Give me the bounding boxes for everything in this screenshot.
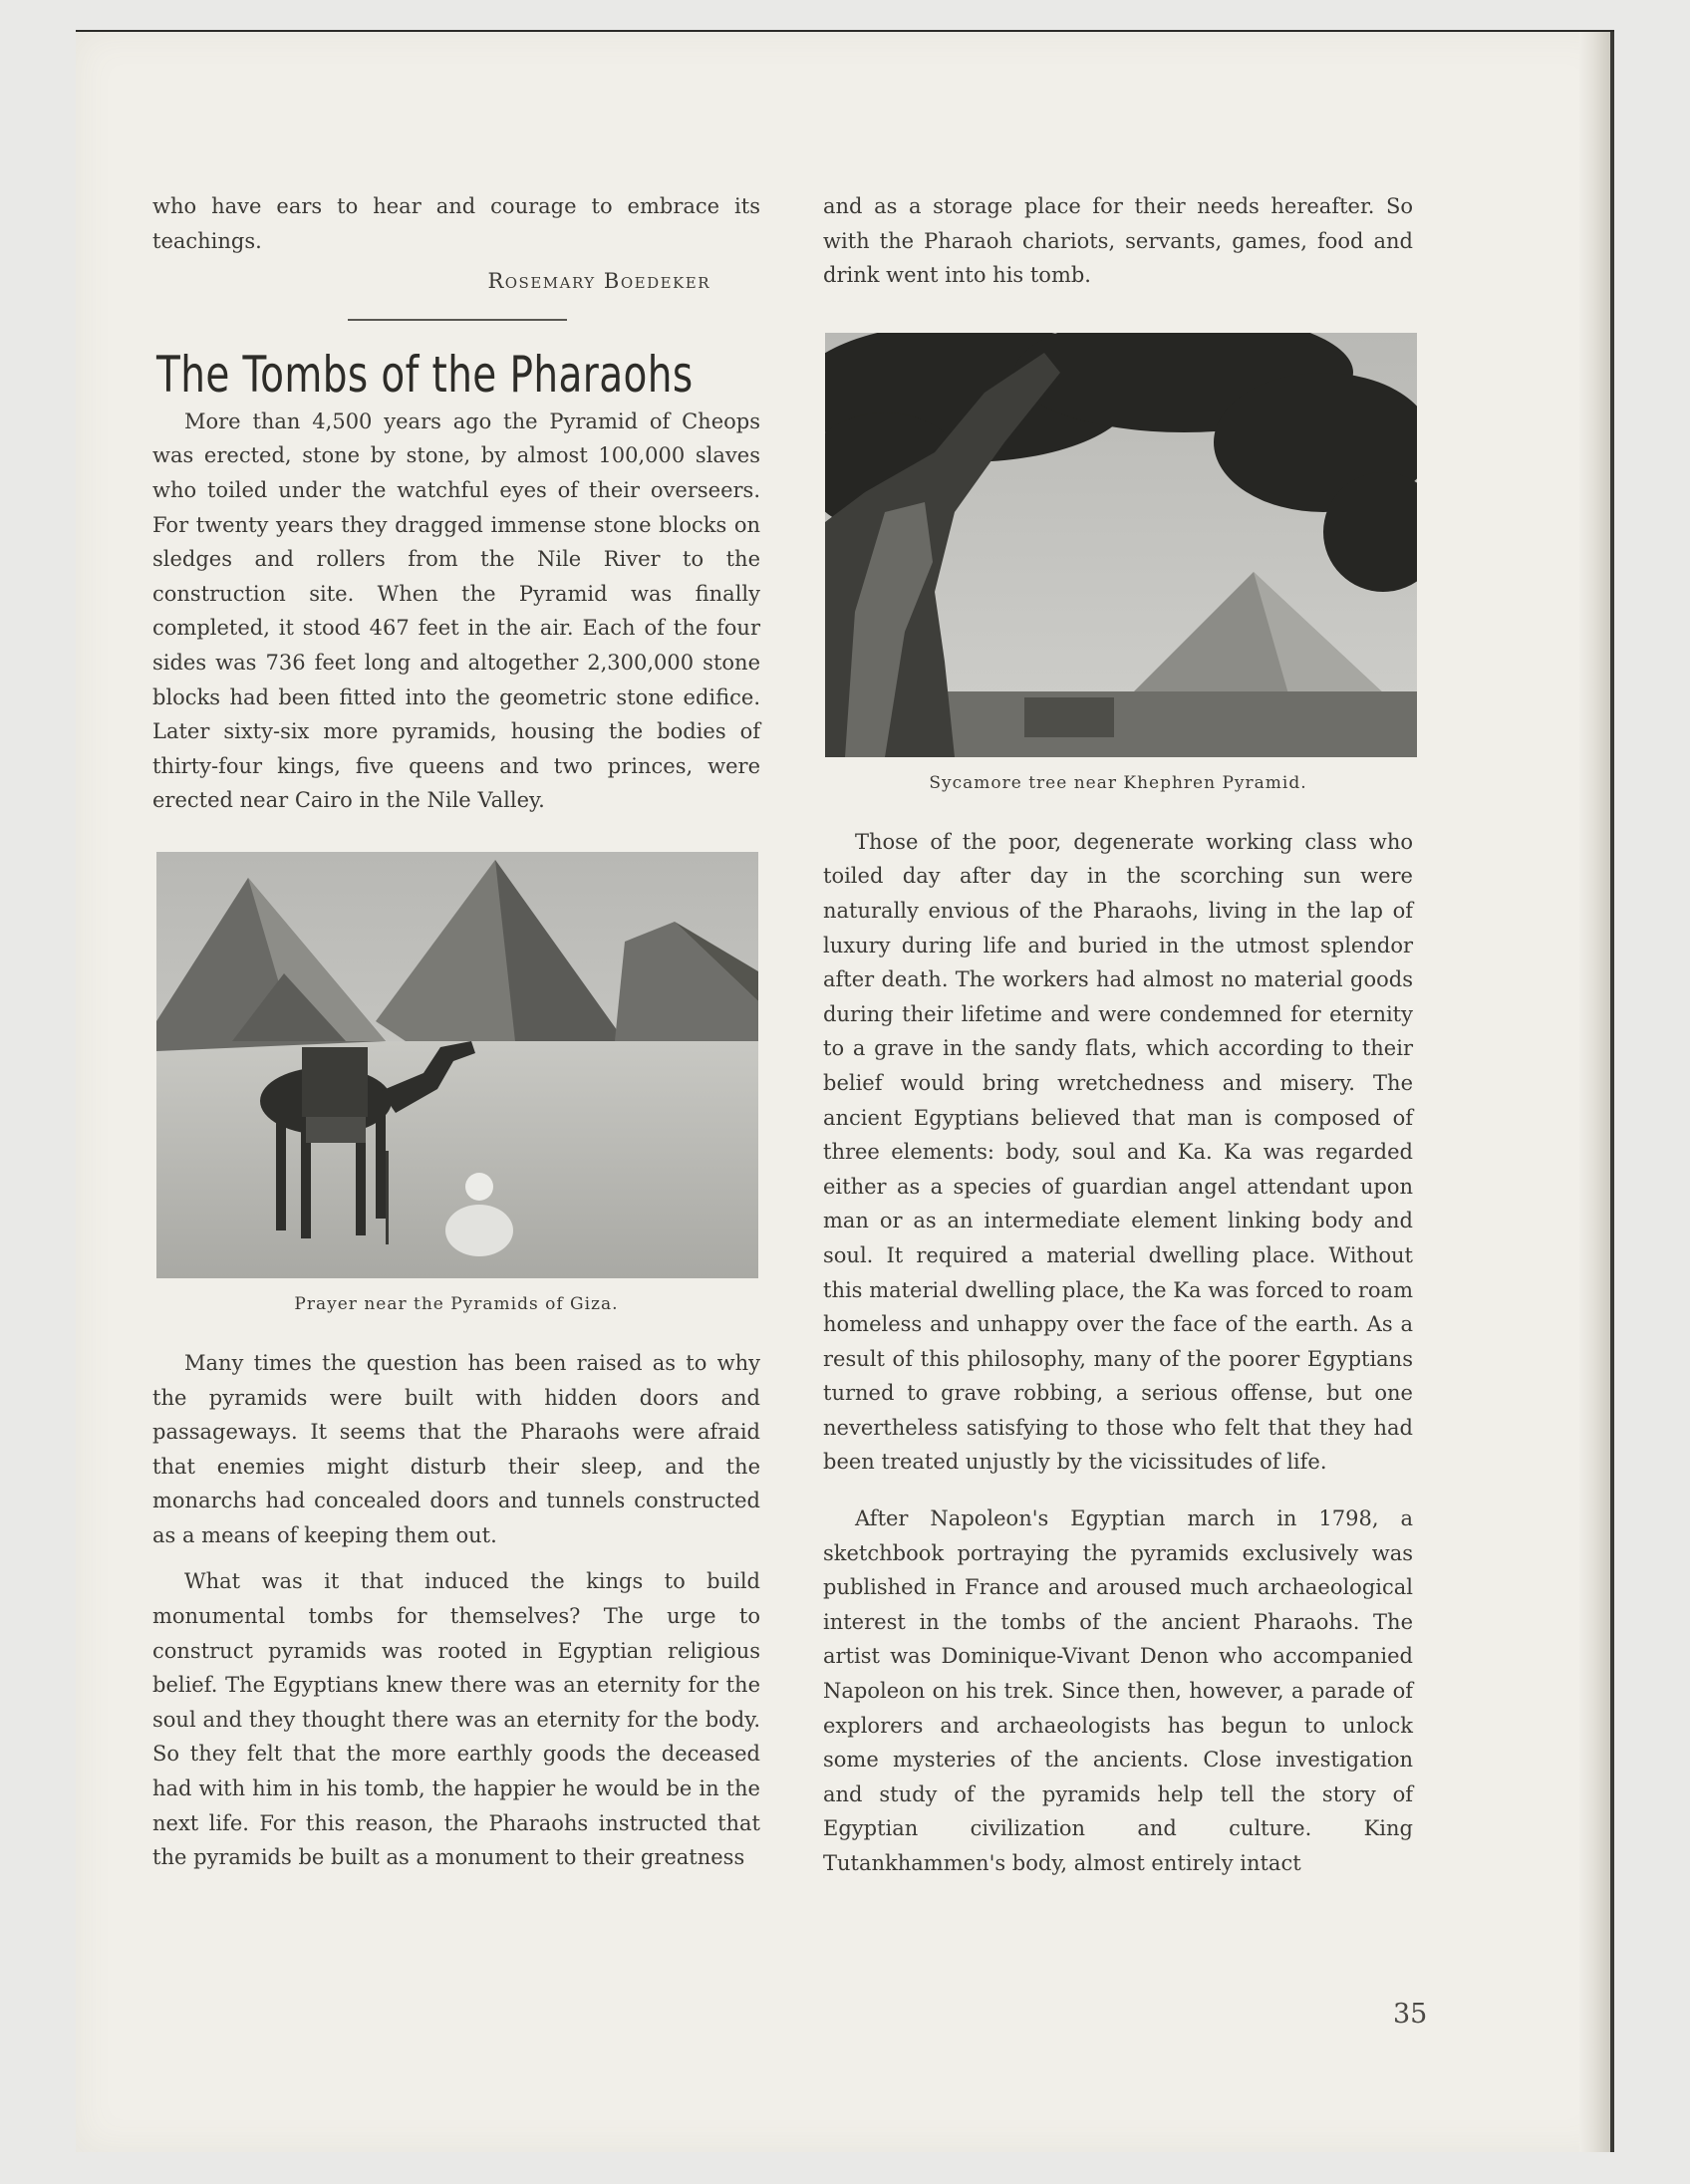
intro-continuation: who have ears to hear and courage to embrace its teachings.	[152, 194, 760, 253]
page-number: 35	[1393, 1999, 1428, 2030]
author-signature: Rosemary Boedeker	[487, 269, 710, 294]
article-paragraph-3: What was it that induced the kings to build monumental tombs for themselves? The urge to construct pyramids was rooted in Egyptian religious belief. The Egyptians knew there was an eternity for the soul and they thought there was an eternity for the body. So they felt that the more earthly goods the deceased had with him in his tomb, the happier he would be in the next life. For this reason, the Pharaohs instructed that the pyramids be built as a monument to their greatness	[152, 1569, 760, 1870]
article-title: The Tombs of the Pharaohs	[156, 345, 694, 404]
right-paragraph-1: and as a storage place for their needs hereafter. So with the Pharaoh chariots, servants, games, food and drink went into his tomb.	[823, 194, 1413, 288]
page-spine-shadow	[1579, 32, 1614, 2152]
pyramids-camel-photo	[156, 852, 758, 1278]
photo-1-caption: Prayer near the Pyramids of Giza.	[294, 1293, 619, 1314]
sycamore-pyramid-photo	[825, 333, 1417, 757]
right-paragraph-3: After Napoleon's Egyptian march in 1798, a sketchbook portraying the pyramids exclusively was published in France and aroused much archaeological interest in the tombs of the ancient Pharaohs. The artist was Dominique-Vivant Denon who accompanied Napoleon on his trek. Since then, however, a parade of explorers and archaeologists has begun to unlock some mysteries of the ancients. Close investigation and study of the pyramids help tell the story of Egyptian civilization and culture. King Tutankhammen's body, almost entirely intact	[823, 1506, 1413, 1875]
page-spine-edge	[1610, 32, 1614, 2152]
left-column	[152, 189, 760, 1875]
article-paragraph-2: Many times the question has been raised as to why the pyramids were built with hidden doors and passageways. It seems that the Pharaohs were afraid that enemies might disturb their sleep, and the monarchs had concealed doors and tunnels constructed as a means of keeping them out.	[152, 1350, 760, 1547]
photo-2-caption: Sycamore tree near Khephren Pyramid.	[929, 772, 1307, 793]
article-paragraph-1: More than 4,500 years ago the Pyramid of Cheops was erected, stone by stone, by almost 100,000 slaves who toiled under the watchful eyes of their overseers. For twenty years they dragged immense stone blocks on sledges and rollers from the Nile River to the construction site. When the Pyramid was finally completed, it stood 467 feet in the air. Each of the four sides was 736 feet long and altogether 2,300,000 stone blocks had been fitted into the geometric stone edifice. Later sixty-six more pyramids, housing the bodies of thirty-four kings, five queens and two princes, were erected near Cairo in the Nile Valley.	[152, 409, 760, 813]
section-divider	[348, 319, 567, 321]
right-column	[823, 189, 1413, 1881]
right-paragraph-2: Those of the poor, degenerate working class who toiled day after day in the scorching sun were naturally envious of the Pharaohs, living in the lap of luxury during life and buried in the utmost splendor after death. The workers had almost no material goods during their lifetime and were condemned for eternity to a grave in the sandy flats, which according to their belief would bring wretchedness and misery. The ancient Egyptians believed that man is composed of three elements: body, soul and Ka. Ka was regarded either as a species of guardian angel attendant upon man or as an intermediate element linking body and soul. It required a material dwelling place. Without this material dwelling place, the Ka was forced to roam homeless and unhappy over the face of the earth. As a result of this philosophy, many of the poorer Egyptians turned to grave robbing, a serious offense, but one nevertheless satisfying to those who felt that they had been treated unjustly by the vicissitudes of life.	[823, 829, 1413, 1475]
